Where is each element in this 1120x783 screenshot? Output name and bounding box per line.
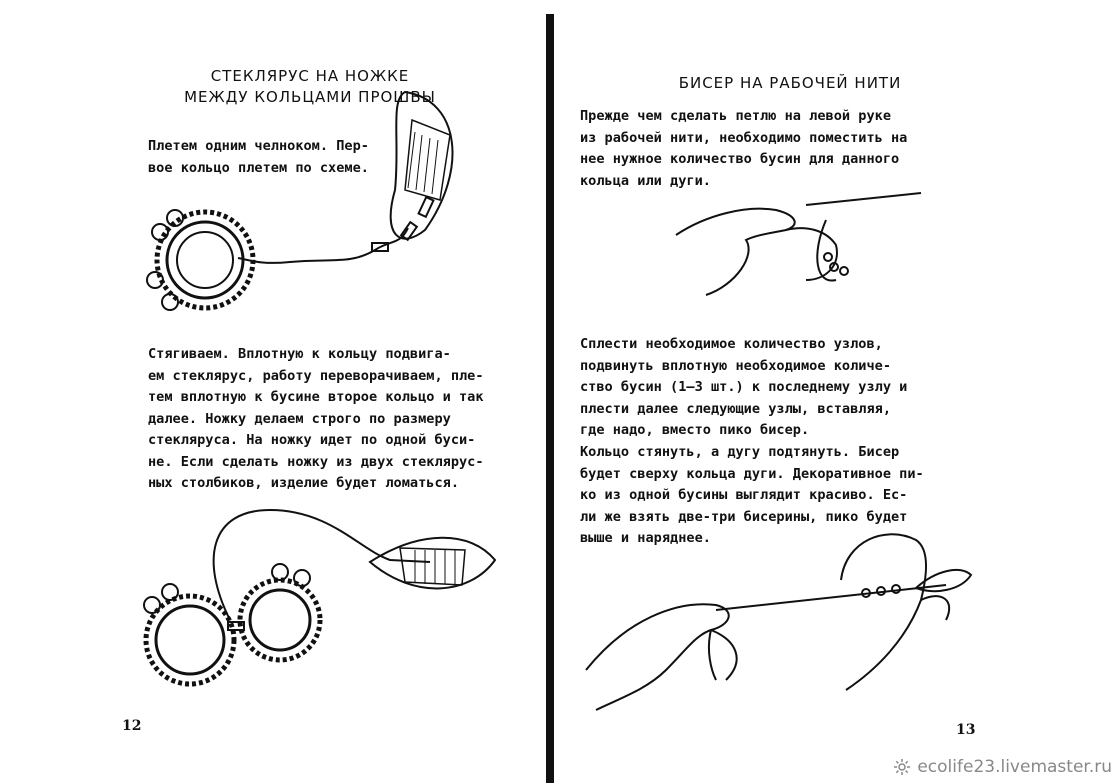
- bead: [840, 267, 848, 275]
- left-paragraph-1: Плетем одним челноком. Пер- вое кольцо плетем по схеме.: [148, 138, 369, 176]
- needle-line: [806, 193, 921, 205]
- hand-beads-illustration: [676, 185, 936, 315]
- thread-line: [238, 228, 408, 263]
- gear-flower-icon: [893, 758, 911, 776]
- hand-outline: [676, 209, 795, 295]
- tatted-ring-drawing: [147, 210, 253, 310]
- right-heading: БИСЕР НА РАБОЧЕЙ НИТИ: [678, 74, 902, 92]
- right-paragraph-3: Кольцо стянуть, а дугу подтянуть. Бисер будет сверху кольца дуги. Декоративное пи- ко из одной бусины выглядит красиво. Ес- ли же взять две-три бисерины, пико будет выше и наряднее.: [580, 444, 924, 546]
- bead: [419, 197, 434, 217]
- left-heading-line-2: МЕЖДУ КОЛЬЦАМИ ПРОШВЫ: [184, 88, 436, 106]
- thread-line: [716, 585, 946, 610]
- right-hand-outline: [841, 534, 926, 690]
- right-paragraph-2: Сплести необходимое количество узлов, подвинуть вплотную необходимое количе- ство бусин (1–3 шт.) к последнему узлу и плести далее следующие узлы, вставляя, где надо, вместо пико бисер.: [580, 336, 908, 438]
- left-fingers-outline: [711, 630, 737, 680]
- bead: [892, 585, 900, 593]
- left-hand-outline: [586, 604, 729, 710]
- shuttle-drawing: [391, 92, 453, 239]
- right-page: [556, 0, 1120, 783]
- tatted-ring-drawing: [240, 564, 320, 660]
- page-number-left: 12: [122, 718, 142, 734]
- thread-loop: [709, 630, 716, 680]
- left-paragraph-2: Стягиваем. Вплотную к кольцу подвига- ем стеклярус, работу переворачиваем, пле- тем вплотную к бусине второе кольцо и так далее. Ножку делаем строго по размеру стекляруса. На ножку идет по одной буси- не. Если сделать ножку из двух стеклярус- ных столбиков, изделие будет ломаться.: [148, 346, 484, 491]
- right-paragraph-1: Прежде чем сделать петлю на левой руке из рабочей нити, необходимо поместить на нее нужное количество бусин для данного кольца или дуги.: [580, 108, 908, 189]
- book-spine: [546, 14, 554, 783]
- two-rings-shuttle-illustration: [130, 490, 500, 720]
- left-heading-line-1: СТЕКЛЯРУС НА НОЖКЕ: [210, 67, 410, 85]
- shuttle-ring-illustration: [150, 80, 490, 320]
- hands-shuttle-illustration: [586, 520, 976, 720]
- shuttle-drawing: [370, 538, 495, 589]
- watermark: [893, 757, 1112, 777]
- right-thumb-outline: [921, 596, 949, 620]
- watermark-text: ecolife23.livemaster.ru: [917, 757, 1112, 777]
- bead: [824, 253, 832, 261]
- left-page: [0, 0, 548, 783]
- page-number-right: 13: [956, 722, 976, 738]
